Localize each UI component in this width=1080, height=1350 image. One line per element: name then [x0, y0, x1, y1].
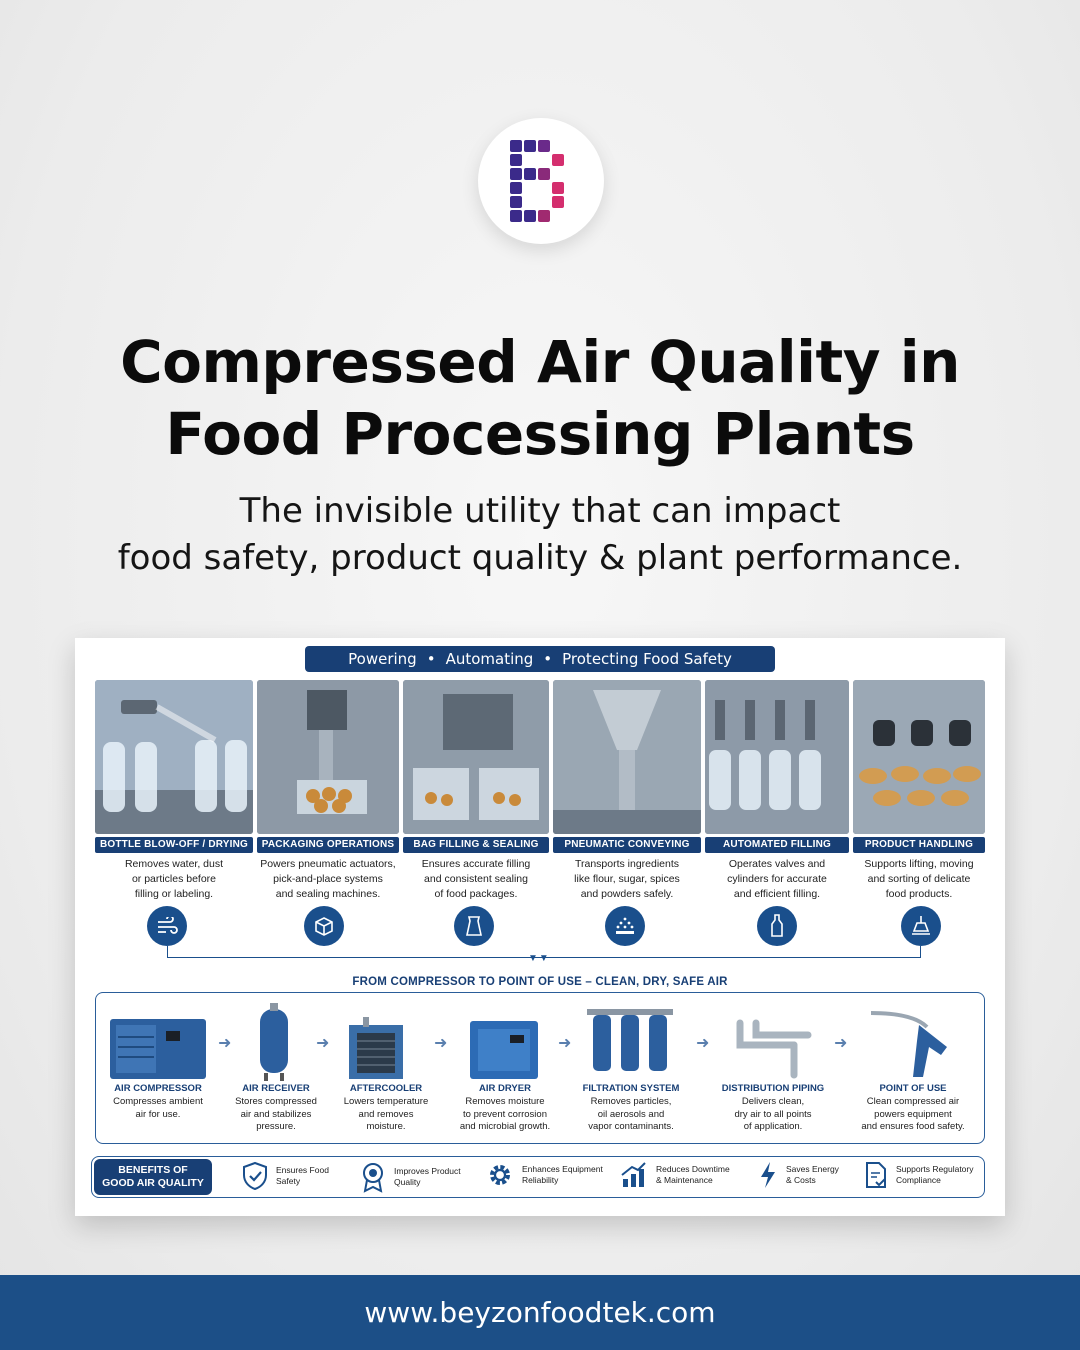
benefit-text — [896, 1164, 986, 1186]
desc-line: pressure. — [256, 1121, 296, 1132]
benefit-saves-energy — [758, 1161, 868, 1189]
benefit-text — [656, 1164, 738, 1186]
desc-line: moisture. — [366, 1121, 406, 1132]
desc-line: and sealing machines. — [275, 888, 381, 900]
benefit-line: Quality — [394, 1177, 421, 1187]
desc-line: Stores compressed — [235, 1096, 317, 1107]
box-icon — [304, 906, 344, 946]
stage-desc-filtration — [566, 1096, 696, 1134]
benefit-equipment-reliability — [486, 1161, 614, 1189]
stage-name-receiver: AIR RECEIVER — [242, 1083, 310, 1094]
desc-line: of application. — [743, 1121, 803, 1132]
stage-name-point-of-use: POINT OF USE — [879, 1083, 947, 1094]
desc-pneumatic-conveying — [553, 857, 701, 902]
benefit-text — [522, 1164, 614, 1186]
desc-line: filling or labeling. — [134, 888, 214, 900]
desc-line: or particles before — [131, 873, 217, 885]
label-packaging: PACKAGING OPERATIONS — [257, 837, 399, 853]
desc-packaging — [257, 857, 399, 902]
benefit-line: Improves Product — [394, 1166, 461, 1176]
title-line-1: Compressed Air Quality in — [120, 328, 960, 396]
bag-icon — [454, 906, 494, 946]
desc-line: Operates valves and — [728, 858, 826, 870]
desc-line: Delivers clean, — [741, 1096, 805, 1107]
benefit-line: Reduces Downtime — [656, 1164, 730, 1174]
desc-line: air for use. — [135, 1108, 181, 1120]
gear-icon — [486, 1161, 514, 1189]
stage-name-piping: DISTRIBUTION PIPING — [721, 1083, 825, 1094]
benefit-text — [276, 1165, 358, 1187]
stage-name-compressor: AIR COMPRESSOR — [114, 1083, 202, 1094]
title-line-2: Food Processing Plants — [165, 400, 915, 468]
benefit-line: Compliance — [896, 1175, 941, 1185]
benefit-text — [786, 1164, 868, 1186]
desc-line: air and stabilizes — [240, 1108, 312, 1120]
desc-line: like flour, sugar, spices — [574, 873, 680, 885]
desc-line: Clean compressed air — [866, 1096, 960, 1107]
benefit-regulatory-compliance — [864, 1161, 986, 1189]
page-subtitle — [40, 488, 1040, 582]
desc-automated-filling — [705, 857, 849, 902]
stage-desc-receiver — [216, 1096, 336, 1134]
photo-automated-filling — [705, 680, 849, 834]
desc-line: and ensures food safety. — [861, 1121, 965, 1132]
header-powering: Powering — [348, 650, 417, 668]
bullet-separator: • — [426, 650, 436, 668]
benefit-text — [394, 1166, 476, 1188]
photo-packaging — [257, 680, 399, 834]
stage-name-aftercooler: AFTERCOOLER — [349, 1083, 423, 1094]
desc-line: Lowers temperature — [343, 1096, 429, 1107]
desc-line: and efficient filling. — [733, 888, 821, 900]
pixel-b-logo-icon — [510, 140, 572, 222]
flow-arrow-icon: ➜ — [218, 1035, 232, 1052]
receiver-image — [236, 1003, 312, 1081]
desc-line: and powders safely. — [580, 888, 674, 900]
benefits-bar — [91, 1156, 985, 1198]
desc-bag-filling — [403, 857, 549, 902]
lightning-icon — [758, 1161, 778, 1189]
label-bottle-blowoff: BOTTLE BLOW-OFF / DRYING — [95, 837, 253, 853]
header-automating: Automating — [445, 650, 534, 668]
desc-line: food products. — [885, 888, 953, 900]
stage-desc-piping — [708, 1096, 838, 1134]
footer-bar — [0, 1275, 1080, 1350]
award-icon — [360, 1161, 386, 1193]
chart-up-icon — [620, 1161, 648, 1189]
desc-bottle-blowoff — [95, 857, 253, 902]
desc-line: powers equipment — [874, 1108, 952, 1120]
flow-title: FROM COMPRESSOR TO POINT OF USE – CLEAN, DRY, SAFE AIR — [352, 976, 728, 988]
stage-name-dryer: AIR DRYER — [479, 1083, 531, 1094]
desc-line: Ensures accurate filling — [421, 858, 531, 870]
desc-line: dry air to all points — [734, 1108, 812, 1120]
flow-arrow-icon: ➜ — [834, 1035, 848, 1052]
photo-pneumatic-conveying — [553, 680, 701, 834]
flow-arrow-icon: ➜ — [434, 1035, 448, 1052]
card-header — [305, 646, 775, 672]
benefit-food-safety — [242, 1161, 358, 1191]
desc-line: and microbial growth. — [459, 1121, 551, 1132]
benefits-title-line: BENEFITS OF — [118, 1164, 188, 1176]
benefits-title — [94, 1159, 212, 1195]
website-link[interactable]: www.beyzonfoodtek.com — [364, 1296, 716, 1329]
air-gun-image — [856, 1003, 964, 1081]
desc-line: Transports ingredients — [574, 858, 680, 870]
benefit-line: Ensures Food — [276, 1165, 329, 1175]
benefit-line: Enhances Equipment — [522, 1164, 603, 1174]
subtitle-line-2: food safety, product quality & plant performance. — [117, 538, 963, 578]
photo-bottle-blowoff — [95, 680, 253, 834]
benefit-product-quality — [360, 1161, 476, 1193]
benefit-line: Reliability — [522, 1175, 559, 1185]
label-product-handling: PRODUCT HANDLING — [853, 837, 985, 853]
desc-line: Removes particles, — [590, 1096, 672, 1107]
desc-line: Powers pneumatic actuators, — [260, 858, 396, 870]
desc-line: of food packages. — [434, 888, 518, 900]
desc-line: and removes — [358, 1108, 414, 1120]
label-bag-filling: BAG FILLING & SEALING — [403, 837, 549, 853]
powder-icon — [605, 906, 645, 946]
desc-line: Removes moisture — [465, 1096, 545, 1107]
desc-line: Supports lifting, moving — [864, 858, 974, 870]
benefit-line: & Maintenance — [656, 1175, 713, 1185]
desc-line: cylinders for accurate — [727, 873, 827, 885]
air-flow-icon — [147, 906, 187, 946]
benefit-line: Supports Regulatory — [896, 1164, 974, 1174]
desc-line: Removes water, dust — [124, 858, 224, 870]
desc-line: and consistent sealing — [424, 873, 528, 885]
flow-arrow-icon: ➜ — [696, 1035, 710, 1052]
document-check-icon — [864, 1161, 888, 1189]
suction-cup-icon — [901, 906, 941, 946]
desc-product-handling — [853, 857, 985, 902]
desc-line: pick-and-place systems — [273, 873, 383, 885]
benefit-line: & Costs — [786, 1175, 816, 1185]
desc-line: to prevent corrosion — [463, 1108, 547, 1120]
subtitle-line-1: The invisible utility that can impact — [239, 491, 841, 531]
desc-line: oil aerosols and — [597, 1108, 665, 1120]
header-protecting: Protecting Food Safety — [562, 650, 732, 668]
bullet-separator: • — [543, 650, 553, 668]
stage-desc-aftercooler — [324, 1096, 448, 1134]
benefit-line: Safety — [276, 1176, 301, 1186]
desc-line: Compresses ambient — [113, 1096, 203, 1107]
label-pneumatic-conveying: PNEUMATIC CONVEYING — [553, 837, 701, 853]
stage-desc-compressor — [98, 1096, 218, 1121]
stage-name-filtration: FILTRATION SYSTEM — [582, 1083, 680, 1094]
dryer-image — [460, 1003, 548, 1081]
brand-logo — [478, 118, 604, 244]
stage-desc-dryer — [442, 1096, 568, 1134]
flow-arrow-icon: ➜ — [558, 1035, 572, 1052]
photo-bag-filling — [403, 680, 549, 834]
stage-desc-point-of-use — [848, 1096, 978, 1134]
page-title — [40, 326, 1040, 470]
aftercooler-image — [336, 1003, 416, 1081]
photo-product-handling — [853, 680, 985, 834]
desc-line: vapor contaminants. — [588, 1121, 674, 1132]
benefits-title-line: GOOD AIR QUALITY — [102, 1177, 204, 1189]
desc-line: and sorting of delicate — [867, 873, 971, 885]
down-arrow-icon: ▼▼ — [528, 953, 550, 964]
flow-arrow-icon: ➜ — [316, 1035, 330, 1052]
infographic-card — [75, 638, 1005, 1216]
compressor-image — [106, 1003, 210, 1081]
air-flow-diagram — [95, 992, 985, 1144]
benefit-reduces-downtime — [620, 1161, 738, 1189]
shield-check-icon — [242, 1161, 268, 1191]
bottle-icon — [757, 906, 797, 946]
label-automated-filling: AUTOMATED FILLING — [705, 837, 849, 853]
benefit-line: Saves Energy — [786, 1164, 839, 1174]
piping-image — [724, 1003, 824, 1081]
filtration-image — [584, 1003, 676, 1081]
